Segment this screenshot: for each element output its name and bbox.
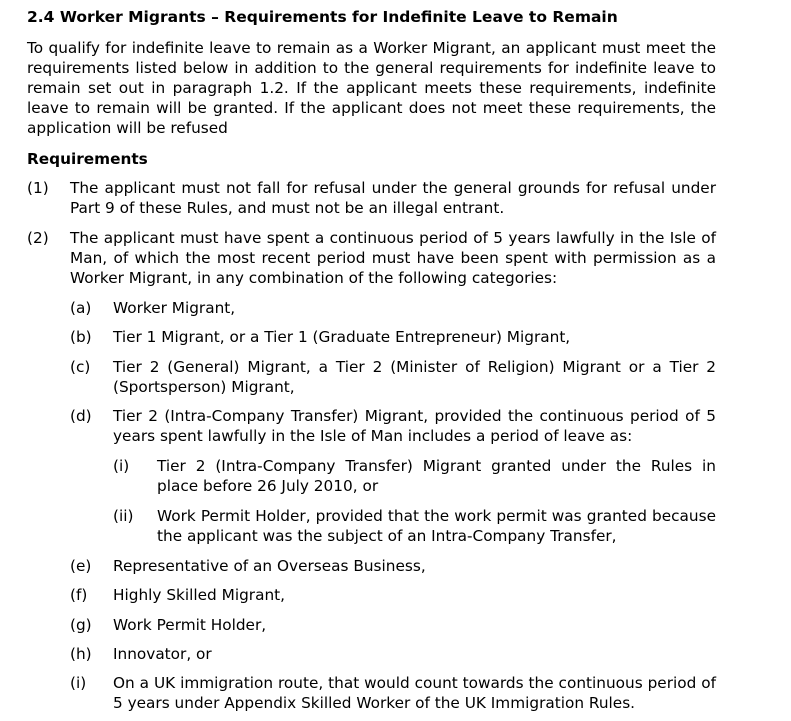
sub-g-number: (g) xyxy=(70,616,92,634)
req-1-number: (1) xyxy=(27,179,49,197)
sub-c-text: Tier 2 (General) Migrant, a Tier 2 (Minister of Religion) Migrant or a Tier 2 (Sportsperson) Migrant, xyxy=(113,358,716,396)
req-1-text: The applicant must not fall for refusal under the general grounds for refusal under Part 9 of these Rules, and must not be an illegal entrant. xyxy=(70,179,716,217)
sub-c-number: (c) xyxy=(70,358,91,376)
req-2-text: The applicant must have spent a continuous period of 5 years lawfully in the Isle of Man, of which the most recent period must have been spent with permission as a Worker Migrant, in any combination of the following categories: xyxy=(70,229,716,287)
intro-paragraph: To qualify for indefinite leave to remain as a Worker Migrant, an applicant must meet the requirements listed below in addition to the general requirements for indefinite leave to remain set out in paragraph 1.2. If the applicant meets these requirements, indefinite leave to remain will be granted. If the applicant does not meet these requirements, the application will be refused xyxy=(27,39,716,137)
sub-a-number: (a) xyxy=(70,299,92,317)
sub-d-number: (d) xyxy=(70,407,92,425)
sub-e-number: (e) xyxy=(70,557,92,575)
sub-e-text: Representative of an Overseas Business, xyxy=(113,557,426,575)
sub-d-i-number: (i) xyxy=(113,457,130,475)
sub-f-text: Highly Skilled Migrant, xyxy=(113,586,286,604)
req-2-number: (2) xyxy=(27,229,49,247)
sub-a-text: Worker Migrant, xyxy=(113,299,236,317)
sub-d-ii-number: (ii) xyxy=(113,507,134,525)
sub-b-number: (b) xyxy=(70,328,92,346)
sub-i-text: On a UK immigration route, that would count towards the continuous period of 5 years under Appendix Skilled Worker of the UK Immigration Rules. xyxy=(113,674,716,712)
sub-d-ii-text: Work Permit Holder, provided that the work permit was granted because the applicant was the subject of an Intra-Company Transfer, xyxy=(157,507,716,545)
requirements-title: Requirements xyxy=(27,150,148,168)
sub-h-number: (h) xyxy=(70,645,92,663)
sub-d-text: Tier 2 (Intra-Company Transfer) Migrant, provided the continuous period of 5 years spent lawfully in the Isle of Man includes a period of leave as: xyxy=(113,407,716,445)
sub-h-text: Innovator, or xyxy=(113,645,212,663)
sub-d-i-text: Tier 2 (Intra-Company Transfer) Migrant granted under the Rules in place before 26 July 2010, or xyxy=(157,457,716,495)
sub-i-number: (i) xyxy=(70,674,87,692)
sub-f-number: (f) xyxy=(70,586,88,604)
sub-b-text: Tier 1 Migrant, or a Tier 1 (Graduate Entrepreneur) Migrant, xyxy=(113,328,571,346)
sub-g-text: Work Permit Holder, xyxy=(113,616,267,634)
section-heading: 2.4 Worker Migrants – Requirements for Indefinite Leave to Remain xyxy=(27,8,618,26)
